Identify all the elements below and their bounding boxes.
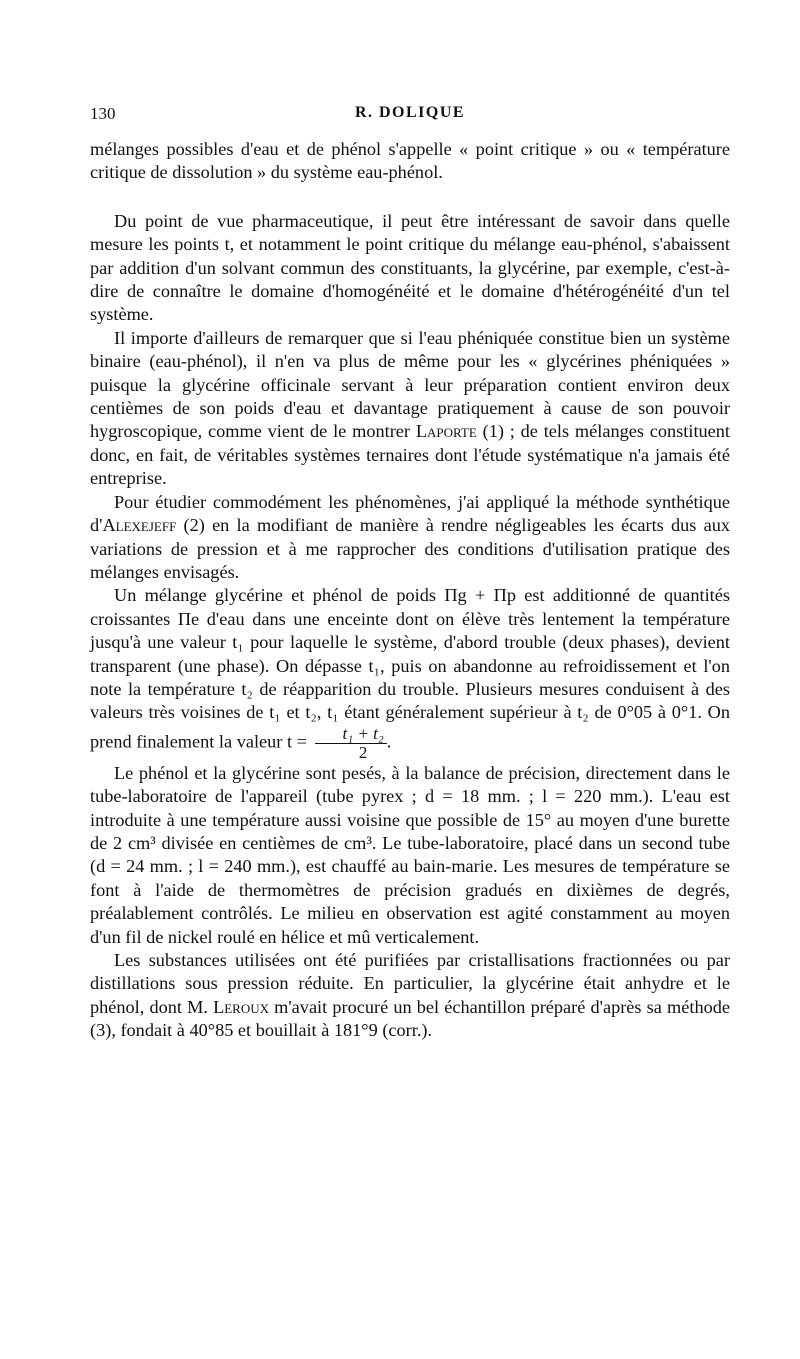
author-name-laporte: Laporte (415, 421, 477, 442)
fraction-denominator: 2 (358, 742, 368, 762)
body-text (90, 138, 730, 1043)
paragraph-ternary-systems (90, 327, 730, 491)
text-span: (2) en la modifiant de manière à rendre négligeables les écarts dus aux variations de pression et à me rapprocher des conditions d'utilisation pratique des mélanges envisagés. (90, 515, 730, 582)
formula-fraction (315, 725, 386, 762)
author-name-leroux: Leroux (213, 996, 270, 1017)
paragraph-substances (90, 949, 730, 1043)
text-span: Il importe d'ailleurs de remarquer que si l'eau phéniquée constitue bien un système binaire (eau-phénol), il n'en va plus de même pour les « glycérines phéniquées » puisque la glycérine officinale servant à leur préparation contient environ deux centièmes de son poids d'eau et davantage pratiquement à cause de son pouvoir hygroscopique, comme vient de le montrer (90, 327, 730, 442)
running-head-author: R. DOLIQUE (354, 104, 466, 121)
text-span: Un mélange glycérine et phénol de poids Πg + Πp est additionné de quantités croissantes Πe d'eau dans une enceinte dont on élève très lentement la température jusqu'à une valeur t₁ pour laquelle le système, d'abord trouble (deux phases), devient transparent (une phase). On dépasse t₁, puis on abandonne au refroidissement et l'on note la température t₂ de réapparition du trouble. Plusieurs mesures conduisent à des valeurs très voisines de t₁ et t₂, t₁ étant généralement supérieur à t₂ de 0°05 à 0°1. On prend finalement la valeur t = (90, 585, 730, 752)
text-span: . (386, 731, 392, 752)
paragraph-procedure (90, 584, 730, 761)
page-number: 130 (90, 104, 116, 123)
paragraph-pharmaceutical-interest: Du point de vue pharmaceutique, il peut être intéressant de savoir dans quelle mesure les points t, et notamment le point critique du mélange eau-phénol, s'abaissent par addition d'un solvant commun des constituants, la glycérine, par exemple, c'est-à-dire de connaître le domaine d'homogénéité et le domaine d'hétérogénéité d'un tel système. (90, 210, 730, 325)
text-span: m'avait procuré un bel échantillon préparé d'après sa méthode (3), fondait à 40°85 et bouillait à 181°9 (corr.). (90, 996, 730, 1041)
text-span: Pour étudier commodément les phénomènes, j'ai appliqué la méthode synthétique d' (90, 491, 730, 536)
text-span: (1) ; de tels mélanges constituent donc, en fait, de véritables systèmes ternaires dont l'étude systématique n'a jamais été entreprise. (90, 421, 731, 489)
paragraph-method (90, 491, 730, 585)
paragraph-continuation: mélanges possibles d'eau et de phénol s'appelle « point critique » ou « température critique de dissolution » du système eau-phénol. (90, 139, 730, 183)
text-span: Les substances utilisées ont été purifiées par cristallisations fractionnées ou par distillations sous pression réduite. En particulier, la glycérine était anhydre et le phénol, dont M. (90, 950, 730, 1017)
fraction-numerator: t₁ + t₂ (315, 725, 386, 744)
page-header (90, 104, 730, 128)
paragraph-apparatus: Le phénol et la glycérine sont pesés, à la balance de précision, directement dans le tube-laboratoire de l'appareil (tube pyrex ; d = 18 mm. ; l = 220 mm.). L'eau est introduite à une température aussi voisine que possible de 15° au moyen d'une burette de 2 cm³ divisée en centièmes de cm³. Le tube-laboratoire, placé dans un second tube (d = 24 mm. ; l = 240 mm.), est chauffé au bain-marie. Les mesures de température se font à l'aide de thermomètres de précision gradués en dixièmes de degrés, préalablement contrôlés. Le milieu en observation est agité constamment au moyen d'un fil de nickel roulé en hélice et mû verticalement. (90, 762, 730, 947)
author-name-alexejeff: Alexejeff (102, 515, 177, 536)
paragraph-gap (90, 185, 730, 210)
